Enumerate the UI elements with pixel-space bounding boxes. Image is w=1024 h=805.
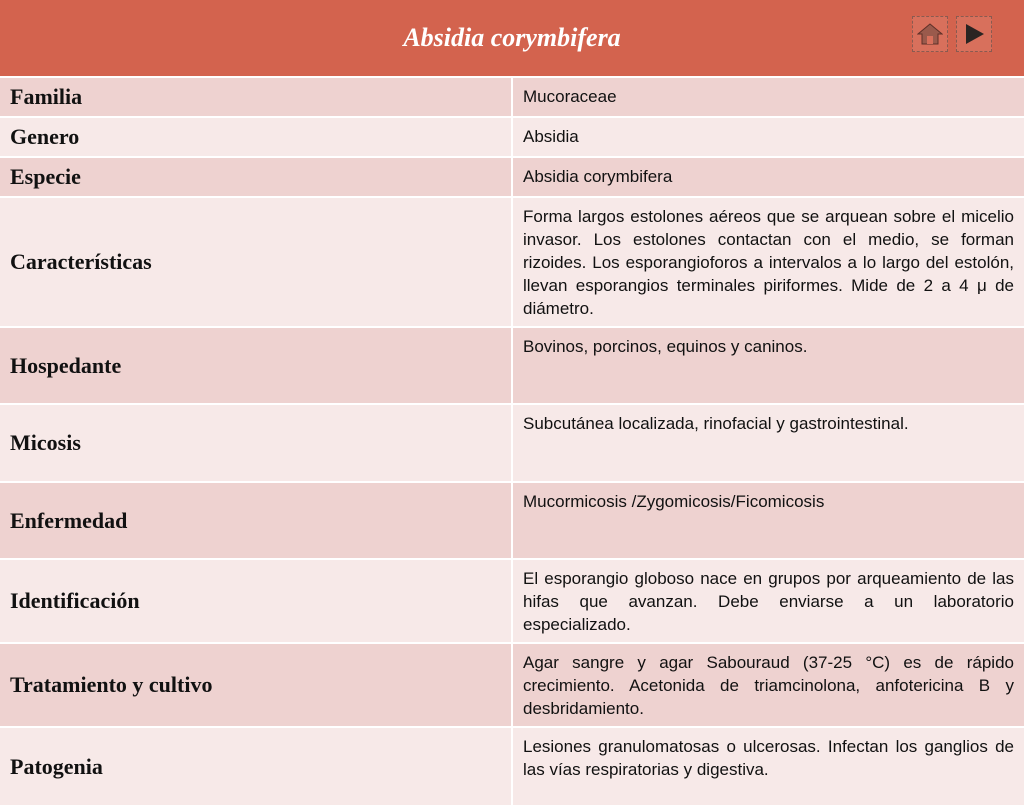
row-label-familia: Familia [0,77,512,117]
table-row [0,117,1024,157]
play-next-icon [962,22,986,46]
row-label-hospedante: Hospedante [0,327,512,404]
row-label-identificacion: Identificación [0,559,512,643]
row-label-genero: Genero [0,117,512,157]
home-icon [917,22,943,46]
row-value-especie: Absidia corymbifera [512,157,1024,197]
row-value-patogenia: Lesiones granulomatosas o ulcerosas. Infectan los ganglios de las vías respiratorias y digestiva. [512,727,1024,805]
slide-navigation [912,16,992,52]
row-value-tratamiento: Agar sangre y agar Sabouraud (37-25 °C) es de rápido crecimiento. Acetonida de triamcinolona, anfotericina B y desbridamiento. [512,643,1024,727]
table-row [0,157,1024,197]
row-value-familia: Mucoraceae [512,77,1024,117]
table-row [0,643,1024,727]
next-slide-button[interactable] [956,16,992,52]
row-value-caracteristicas: Forma largos estolones aéreos que se arquean sobre el micelio invasor. Los estolones contactan con el medio, se forman rizoides. Los esporangioforos a intervalos a lo largo del estolón, llevan esporangios terminales piriformes. Mide de 2 a 4 μ de diámetro. [512,197,1024,327]
table-row [0,327,1024,404]
row-value-identificacion: El esporangio globoso nace en grupos por arqueamiento de las hifas que avanzan. Debe enviarse a un laboratorio especializado. [512,559,1024,643]
table-title: Absidia corymbifera [0,0,1024,77]
table-row [0,77,1024,117]
row-value-micosis: Subcutánea localizada, rinofacial y gastrointestinal. [512,404,1024,482]
row-label-micosis: Micosis [0,404,512,482]
row-label-especie: Especie [0,157,512,197]
row-label-enfermedad: Enfermedad [0,482,512,559]
home-button[interactable] [912,16,948,52]
table-row [0,404,1024,482]
table-row [0,727,1024,805]
row-value-hospedante: Bovinos, porcinos, equinos y caninos. [512,327,1024,404]
row-label-caracteristicas: Características [0,197,512,327]
row-value-enfermedad: Mucormicosis /Zygomicosis/Ficomicosis [512,482,1024,559]
row-value-genero: Absidia [512,117,1024,157]
table-row [0,482,1024,559]
table-row [0,197,1024,327]
row-label-patogenia: Patogenia [0,727,512,805]
table-row [0,559,1024,643]
row-label-tratamiento: Tratamiento y cultivo [0,643,512,727]
